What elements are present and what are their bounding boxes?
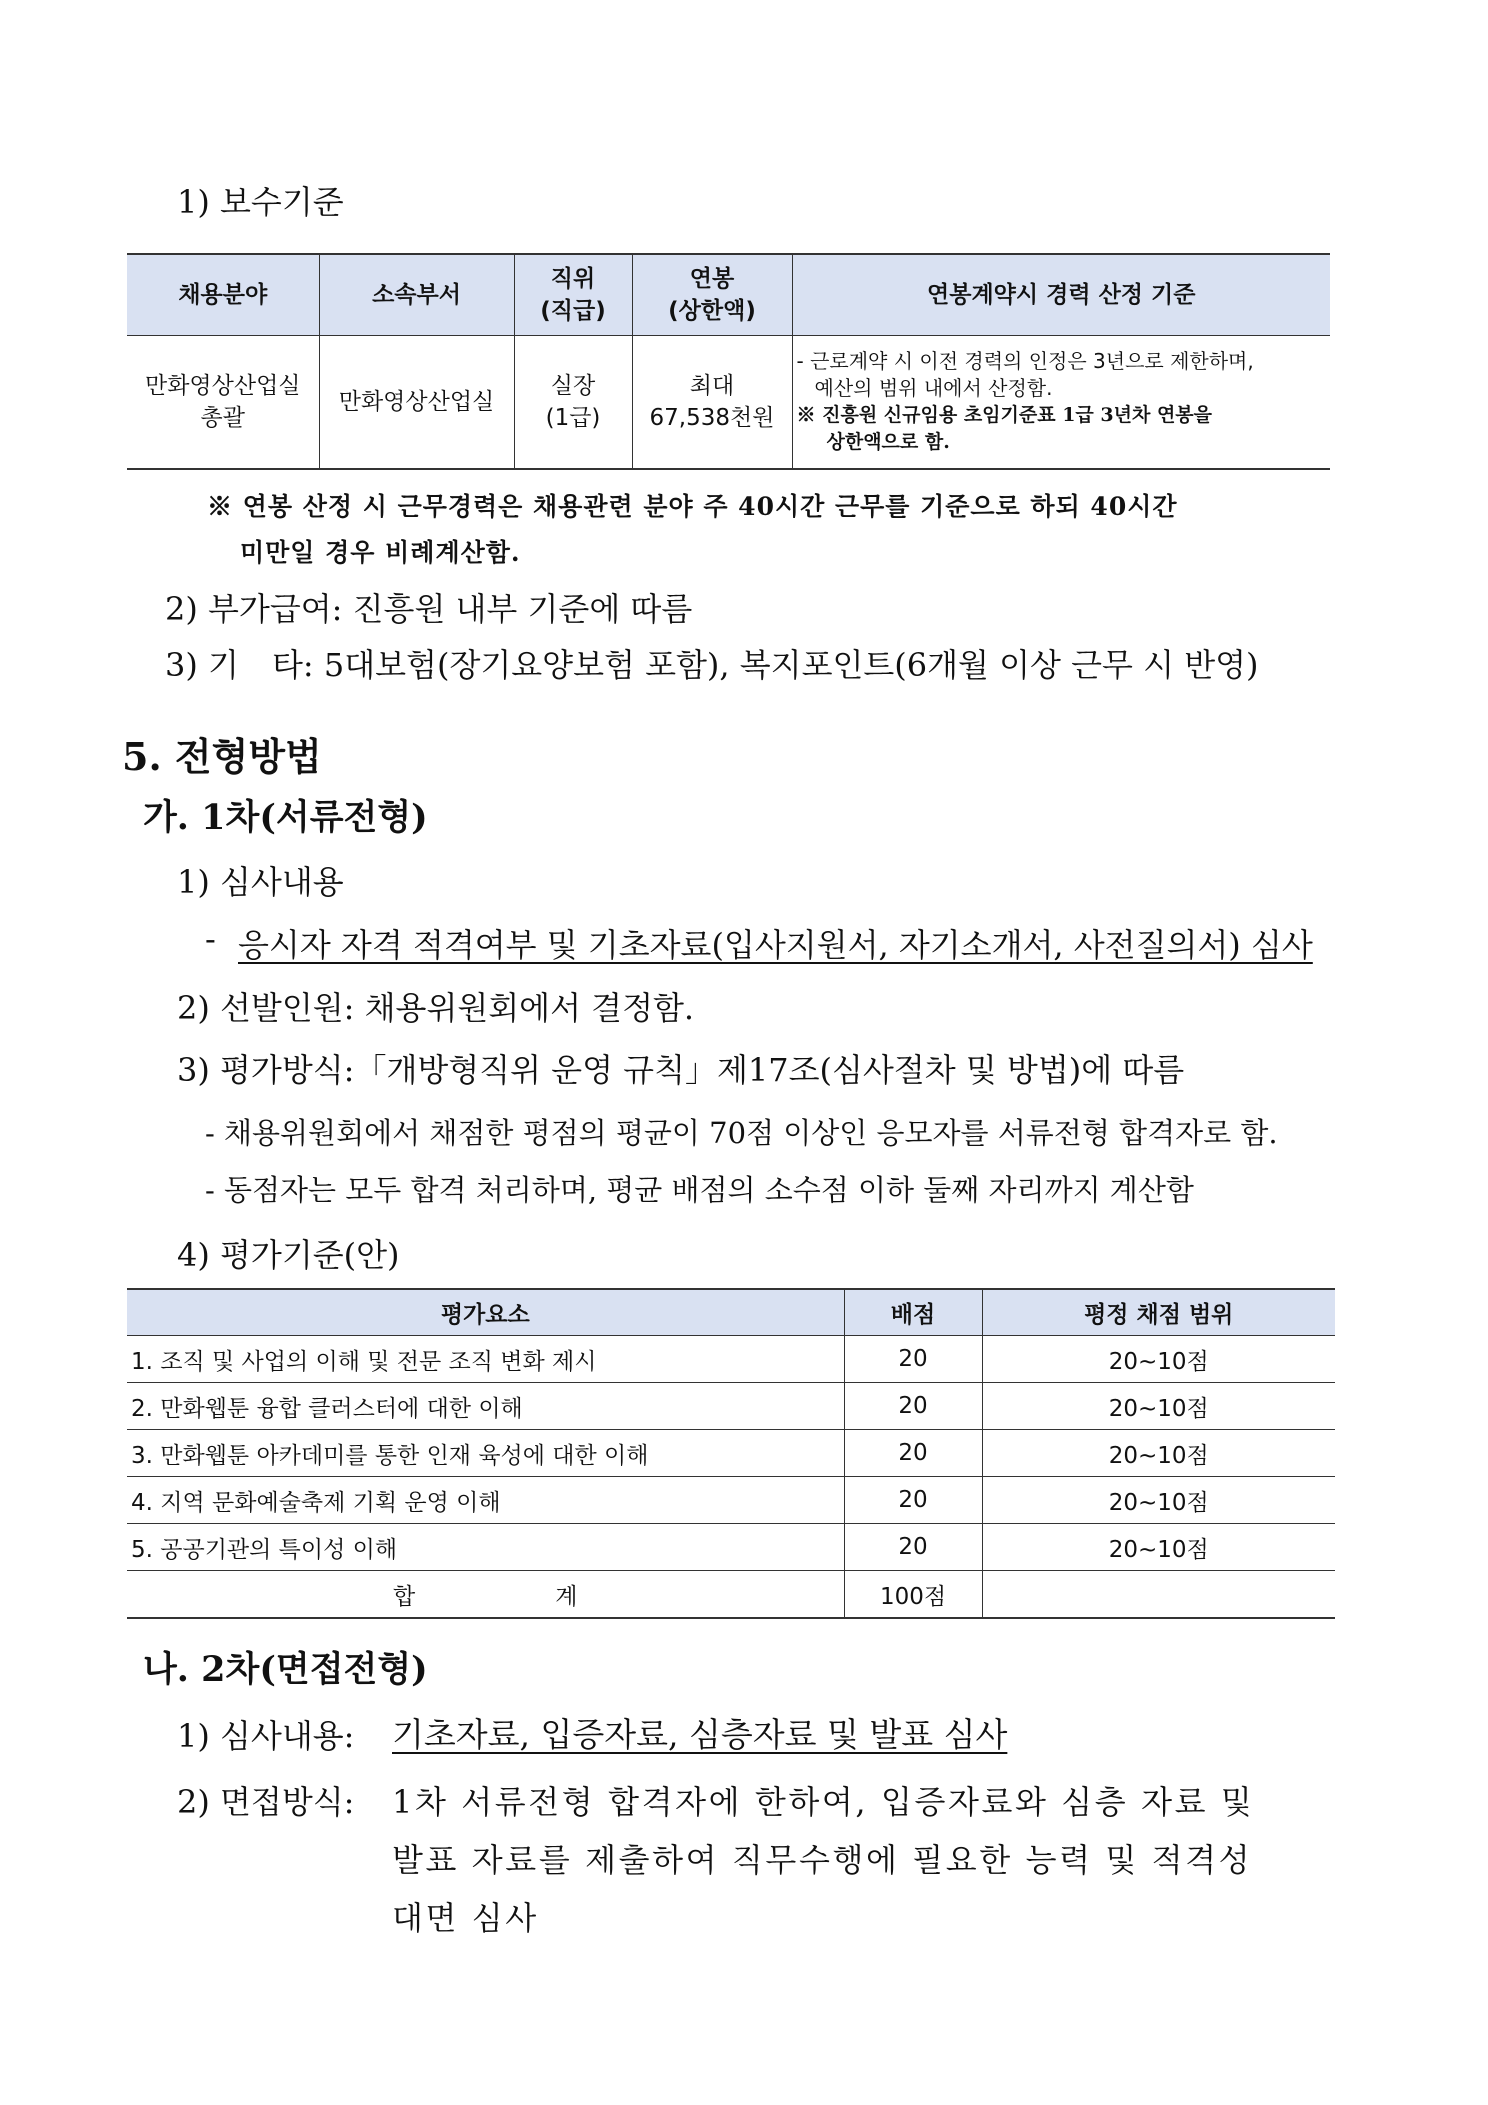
table-row: [127, 1524, 1335, 1571]
eval-range: 20~10점: [982, 1477, 1335, 1524]
stage2-review-text: 기초자료, 입증자료, 심층자료 및 발표 심사: [392, 1715, 1008, 1754]
cell-position: [514, 336, 632, 470]
col-header-element: 평가요소: [127, 1289, 844, 1336]
cell-field-l1: 만화영상산업실: [144, 373, 301, 399]
cell-criteria: [792, 336, 1330, 470]
stage1-method-line: 3) 평가방식:「개방형직위 운영 규칙」제17조(심사절차 및 방법)에 따름: [177, 1051, 1185, 1089]
stage1-review-heading: 1) 심사내용: [177, 863, 344, 901]
eval-score: 20: [844, 1430, 982, 1477]
col-header-range: 평정 채점 범위: [982, 1289, 1335, 1336]
col-header-position-l1: 직위: [550, 266, 596, 292]
eval-item: 4. 지역 문화예술축제 기획 운영 이해: [127, 1477, 844, 1524]
other-benefits-number: 3) 기: [165, 646, 239, 684]
table-row: [127, 1336, 1335, 1383]
col-header-position-l2: (직급): [540, 298, 606, 324]
eval-range: 20~10점: [982, 1336, 1335, 1383]
eval-range: 20~10점: [982, 1383, 1335, 1430]
eval-score: 20: [844, 1383, 982, 1430]
cell-salary: [632, 336, 792, 470]
stage2-method-label: 2) 면접방식:: [177, 1783, 355, 1821]
cell-salary-l2: 67,538천원: [649, 405, 775, 431]
cell-salary-l1: 최대: [689, 373, 735, 399]
eval-item: 1. 조직 및 사업의 이해 및 전문 조직 변화 제시: [127, 1336, 844, 1383]
eval-range: 20~10점: [982, 1524, 1335, 1571]
stage1-method-detail-1: - 채용위원회에서 채점한 평점의 평균이 70점 이상인 응모자를 서류전형 합격자로 함.: [205, 1116, 1278, 1150]
total-label: [127, 1571, 844, 1619]
total-range: [982, 1571, 1335, 1619]
table-row: [127, 1477, 1335, 1524]
stage2-review-label: 1) 심사내용:: [177, 1717, 355, 1755]
cell-dept: 만화영상산업실: [319, 336, 514, 470]
stage2-method-line-2: 발표 자료를 제출하여 직무수행에 필요한 능력 및 적격성: [392, 1841, 1253, 1879]
salary-table: [127, 253, 1330, 470]
table-row: [127, 1430, 1335, 1477]
criteria-line-4: 상한액으로 함.: [826, 431, 950, 453]
stage2-method-line-3: 대면 심사: [392, 1899, 539, 1937]
eval-score: 20: [844, 1524, 982, 1571]
other-benefits-text: 타: 5대보험(장기요양보험 포함), 복지포인트(6개월 이상 근무 시 반영): [272, 646, 1259, 684]
cell-position-l2: (1급): [545, 405, 601, 431]
col-header-field: 채용분야: [127, 254, 319, 336]
cell-field: [127, 336, 319, 470]
table-row: [127, 336, 1330, 470]
col-header-salary-l1: 연봉: [689, 266, 735, 292]
extra-pay-line: 2) 부가급여: 진흥원 내부 기준에 따름: [165, 590, 693, 628]
col-header-score: 배점: [844, 1289, 982, 1336]
stage2-title: 나. 2차(면접전형): [143, 1649, 428, 1690]
cell-field-l2: 총괄: [200, 405, 245, 431]
criteria-line-2: 예산의 범위 내에서 산정함.: [814, 376, 1053, 400]
eval-item: 5. 공공기관의 특이성 이해: [127, 1524, 844, 1571]
col-header-salary-l2: (상한액): [668, 298, 756, 324]
salary-heading: 1) 보수기준: [177, 183, 344, 221]
evaluation-table: [127, 1288, 1335, 1619]
cell-position-l1: 실장: [550, 373, 596, 399]
criteria-line-1: - 근로계약 시 이전 경력의 인정은 3년으로 제한하며,: [796, 349, 1254, 373]
eval-range: 20~10점: [982, 1430, 1335, 1477]
col-header-salary: [632, 254, 792, 336]
stage2-method-line-1: 1차 서류전형 합격자에 한하여, 입증자료와 심층 자료 및: [392, 1783, 1255, 1821]
stage1-method-detail-2: - 동점자는 모두 합격 처리하며, 평균 배점의 소수점 이하 둘째 자리까지 계산함: [205, 1173, 1194, 1207]
salary-note-line-1: ※ 연봉 산정 시 근무경력은 채용관련 분야 주 40시간 근무를 기준으로 하되 40시간: [207, 492, 1178, 521]
stage1-title: 가. 1차(서류전형): [143, 797, 428, 838]
stage1-selection-line: 2) 선발인원: 채용위원회에서 결정함.: [177, 989, 695, 1027]
eval-item: 2. 만화웹툰 융합 클러스터에 대한 이해: [127, 1383, 844, 1430]
stage1-review-text: 응시자 자격 적격여부 및 기초자료(입사지원서, 자기소개서, 사전질의서) 심사: [238, 926, 1313, 964]
stage1-criteria-heading: 4) 평가기준(안): [177, 1236, 400, 1274]
col-header-dept: 소속부서: [319, 254, 514, 336]
section-title: 5. 전형방법: [122, 734, 322, 779]
stage1-review-dash: -: [205, 920, 216, 958]
total-row: [127, 1571, 1335, 1619]
col-header-criteria: 연봉계약시 경력 산정 기준: [792, 254, 1330, 336]
eval-item: 3. 만화웹툰 아카데미를 통한 인재 육성에 대한 이해: [127, 1430, 844, 1477]
total-score: 100점: [844, 1571, 982, 1619]
salary-note-line-2: 미만일 경우 비례계산함.: [240, 538, 521, 567]
criteria-line-3: ※ 진흥원 신규임용 초임기준표 1급 3년차 연봉을: [796, 404, 1213, 426]
table-row: [127, 1383, 1335, 1430]
col-header-position: [514, 254, 632, 336]
eval-score: 20: [844, 1477, 982, 1524]
total-label-text: 합계: [393, 1583, 718, 1610]
eval-score: 20: [844, 1336, 982, 1383]
